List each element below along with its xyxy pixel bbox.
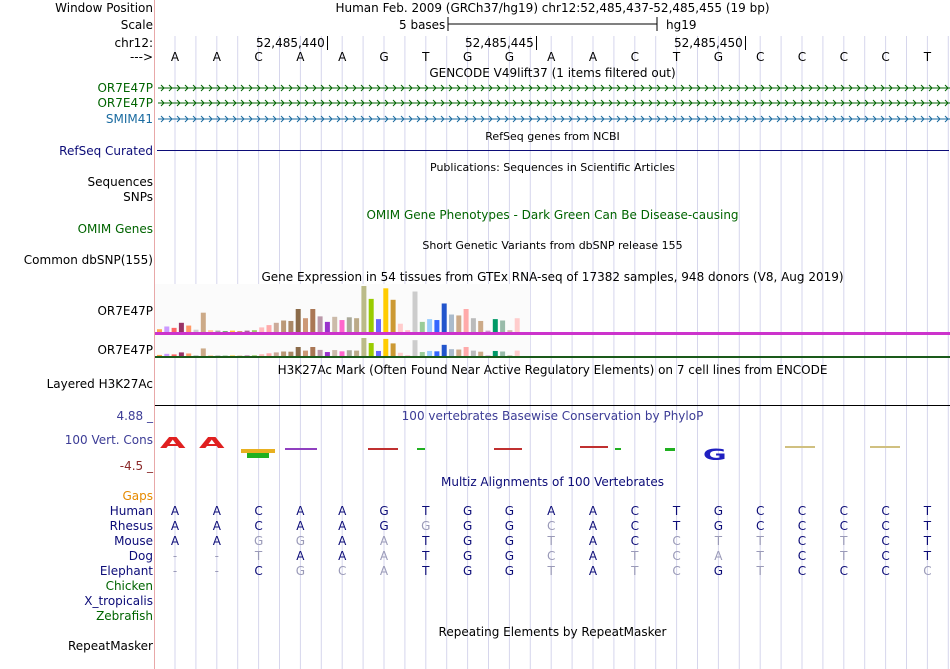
gtex-bar xyxy=(449,315,454,332)
alignment-base: A xyxy=(379,549,389,563)
alignment-base: G xyxy=(253,534,264,548)
alignment-base: C xyxy=(797,534,807,548)
gtex-bar-secondary xyxy=(259,354,264,356)
gtex-bar xyxy=(186,326,191,332)
gtex-bar xyxy=(515,318,520,332)
gtex-bar-secondary xyxy=(186,353,191,356)
gtex-bar-secondary xyxy=(456,350,461,356)
alignment-base: C xyxy=(254,504,263,518)
gtex-bar xyxy=(442,303,447,332)
alignment-base: T xyxy=(923,519,932,533)
alignment-base: C xyxy=(839,519,848,533)
gtex-bar xyxy=(405,330,410,332)
alignment-base: G xyxy=(504,549,515,563)
gtex-bar-secondary xyxy=(507,355,512,356)
alignment-base: A xyxy=(547,504,556,518)
coord-tick-2: 52,485,445 xyxy=(465,36,537,50)
gtex-bar-secondary xyxy=(340,351,345,356)
phylop-logo-g: G xyxy=(703,444,727,465)
alignment-base: A xyxy=(296,519,305,533)
phylop-logo-c-bar-2 xyxy=(580,446,608,448)
coord-tick-3: 52,485,450 xyxy=(674,36,746,50)
alignment-base: G xyxy=(462,519,473,533)
gtex-bar-secondary xyxy=(434,351,439,356)
gtex-bar xyxy=(179,323,184,332)
gtex-bar-secondary xyxy=(383,339,388,356)
gtex-bar-secondary xyxy=(405,355,410,356)
alignment-base: T xyxy=(422,504,430,518)
phylop-conservation-logo[interactable] xyxy=(155,428,950,468)
gtex-bar xyxy=(215,331,220,332)
alignment-base: A xyxy=(588,549,598,563)
gtex-bar-secondary xyxy=(449,349,454,356)
phylop-logo-c-bar-3 xyxy=(785,446,815,448)
alignment-base: A xyxy=(212,534,221,548)
refseq-gene-line[interactable] xyxy=(157,150,949,151)
alignment-base: C xyxy=(797,504,807,518)
gtex-bar-secondary xyxy=(442,345,447,356)
alignment-base: T xyxy=(923,549,932,563)
gtex-bar xyxy=(383,288,388,332)
gtex-bar-secondary xyxy=(420,352,425,356)
base-letter: A xyxy=(547,50,556,64)
gtex-bar-secondary xyxy=(493,351,498,356)
alignment-base: A xyxy=(170,504,180,518)
alignment-base: A xyxy=(212,519,221,533)
gtex-bar xyxy=(237,331,242,332)
gtex-bar xyxy=(157,329,162,332)
gtex-bar xyxy=(267,325,272,332)
alignment-base: C xyxy=(797,549,807,563)
alignment-base: C xyxy=(337,564,347,578)
refseq-track-title: RefSeq genes from NCBI xyxy=(485,130,620,143)
gtex-bar-secondary xyxy=(464,347,469,356)
alignment-base: A xyxy=(338,549,347,563)
alignment-base: C xyxy=(630,504,639,518)
alignment-base: G xyxy=(379,504,389,518)
alignment-base: G xyxy=(713,564,724,578)
alignment-base: C xyxy=(672,549,681,563)
base-letter: A xyxy=(588,50,598,64)
alignment-base: C xyxy=(755,519,765,533)
alignment-base: A xyxy=(212,504,221,518)
alignment-base: C xyxy=(881,549,890,563)
base-letter: C xyxy=(839,50,848,64)
scale-assembly: hg19 xyxy=(666,18,697,32)
phylop-logo-a-bar xyxy=(494,448,522,450)
alignment-base: T xyxy=(840,549,848,563)
alignment-base: A xyxy=(379,534,389,548)
refseq-curated-label[interactable]: RefSeq Curated xyxy=(59,144,153,158)
phylop-logo-t-dot xyxy=(417,448,425,450)
gtex-bar-secondary xyxy=(325,352,330,356)
phylop-track-title: 100 vertebrates Basewise Conservation by PhyloP xyxy=(401,409,704,423)
gtex-bar xyxy=(259,327,264,332)
alignment-base: C xyxy=(254,519,263,533)
base-letter: A xyxy=(170,50,180,64)
gtex-bar xyxy=(194,330,199,332)
gtex-bar-secondary xyxy=(369,343,374,356)
gtex-bar-secondary xyxy=(230,355,235,356)
alignment-base: C xyxy=(546,549,556,563)
alignment-base: T xyxy=(254,549,263,563)
omim-track-title: OMIM Gene Phenotypes - Dark Green Can Be Disease-causing xyxy=(366,208,739,222)
gtex-bar xyxy=(310,309,315,332)
phylop-logo-a-1: A xyxy=(160,434,186,453)
alignment-base: T xyxy=(756,564,764,578)
base-letter: C xyxy=(254,50,263,64)
base-letter: A xyxy=(338,50,347,64)
alignment-base: C xyxy=(923,564,932,578)
base-letter: C xyxy=(630,50,639,64)
gtex-bar-secondary xyxy=(296,347,301,356)
gtex-bar-secondary xyxy=(318,350,323,356)
gtex-bar xyxy=(486,331,491,332)
alignment-base: C xyxy=(672,534,681,548)
gtex-bar-secondary xyxy=(245,355,250,356)
gtex-bar xyxy=(288,321,293,332)
gtex-bar xyxy=(464,309,469,332)
gencode-gene-features[interactable] xyxy=(155,82,950,126)
window-position-label: Window Position xyxy=(55,1,153,15)
gtex-gene-label-2[interactable]: OR7E47P xyxy=(97,343,153,357)
alignment-base: T xyxy=(422,549,430,563)
gtex-bar xyxy=(369,299,374,332)
alignment-base: A xyxy=(170,534,180,548)
alignment-base: C xyxy=(254,564,263,578)
alignment-base: C xyxy=(755,504,765,518)
gtex-bar xyxy=(318,316,323,332)
alignment-base: T xyxy=(923,534,932,548)
gene-label-smim41[interactable]: SMIM41 xyxy=(105,112,153,126)
gtex-track-title: Gene Expression in 54 tissues from GTEx RNA-seq of 17382 samples, 948 donors (V8, Aug 2019) xyxy=(261,270,844,284)
alignment-base: T xyxy=(923,504,932,518)
alignment-base: - xyxy=(214,564,219,578)
phylop-logo-c-mark xyxy=(241,449,275,453)
gtex-bar xyxy=(347,317,352,332)
phylop-logo-t-dot-2 xyxy=(615,448,621,450)
gtex-bar xyxy=(478,321,483,332)
gtex-bar-secondary xyxy=(347,350,352,356)
alignment-base: G xyxy=(462,504,473,518)
species-label[interactable]: Mouse xyxy=(114,534,153,548)
gtex-bar xyxy=(325,322,330,332)
gtex-bar xyxy=(303,318,308,332)
alignment-base: T xyxy=(631,564,639,578)
gtex-bar-secondary xyxy=(486,355,491,356)
phylop-logo-c-bar xyxy=(285,448,317,450)
gtex-bar xyxy=(434,320,439,332)
base-letter: G xyxy=(504,50,515,64)
gtex-bar xyxy=(252,330,257,332)
gtex-bar-secondary xyxy=(413,340,418,356)
gtex-expression-bars[interactable] xyxy=(155,284,950,360)
base-letter: A xyxy=(212,50,221,64)
alignment-base: G xyxy=(504,564,515,578)
scale-label: Scale xyxy=(120,18,153,32)
gtex-baseline-secondary xyxy=(155,356,950,358)
alignment-base: G xyxy=(462,549,473,563)
coord-tick-1: 52,485,440 xyxy=(256,36,328,50)
base-letter: T xyxy=(923,50,932,64)
species-label[interactable]: Rhesus xyxy=(109,519,153,533)
alignment-base: T xyxy=(422,534,430,548)
alignment-base: T xyxy=(840,534,848,548)
publications-snps-label[interactable]: SNPs xyxy=(123,190,153,204)
alignment-base: C xyxy=(630,534,639,548)
alignment-base: A xyxy=(296,549,305,563)
alignment-base: A xyxy=(588,504,598,518)
gtex-bar xyxy=(296,309,301,332)
gtex-bar xyxy=(427,319,432,332)
alignment-base: C xyxy=(839,504,848,518)
gtex-bar-secondary xyxy=(391,343,396,356)
gtex-bar-secondary xyxy=(303,351,308,356)
gtex-bar xyxy=(223,331,228,332)
alignment-base: G xyxy=(421,519,431,533)
alignment-base: T xyxy=(672,519,681,533)
phylop-logo-g-mark xyxy=(247,453,269,458)
gtex-bar xyxy=(164,326,169,332)
gtex-bar-secondary xyxy=(354,351,359,356)
gtex-bar xyxy=(376,319,381,332)
alignment-base: A xyxy=(170,519,180,533)
alignment-base: - xyxy=(214,549,219,563)
gtex-bar-secondary xyxy=(172,354,177,356)
layered-h3k27ac-label[interactable]: Layered H3K27Ac xyxy=(46,377,153,391)
gtex-bar-secondary xyxy=(157,355,162,356)
alignment-base: C xyxy=(546,519,556,533)
gtex-bar xyxy=(230,331,235,332)
alignment-base: T xyxy=(422,564,430,578)
gtex-bar-secondary xyxy=(310,347,315,356)
gtex-gene-label-1[interactable]: OR7E47P xyxy=(97,304,153,318)
gtex-bar-secondary xyxy=(164,354,169,356)
gtex-bar-secondary xyxy=(194,355,199,356)
gtex-bar xyxy=(281,321,286,333)
dbsnp-track-title: Short Genetic Variants from dbSNP release 155 xyxy=(422,239,683,252)
gtex-bar-secondary xyxy=(208,355,213,356)
gtex-bar xyxy=(391,300,396,332)
alignment-base: G xyxy=(504,534,515,548)
omim-genes-label[interactable]: OMIM Genes xyxy=(77,222,153,236)
alignment-base: G xyxy=(504,504,515,518)
species-label[interactable]: X_tropicalis xyxy=(84,594,153,608)
alignment-base: A xyxy=(338,504,347,518)
alignment-base: T xyxy=(547,534,555,548)
chrom-label: chr12: xyxy=(114,36,153,50)
species-label[interactable]: Elephant xyxy=(99,564,153,578)
gtex-bar xyxy=(493,319,498,332)
phylop-logo-c-bar-4 xyxy=(870,446,900,448)
species-label[interactable]: Zebrafish xyxy=(96,609,153,623)
gencode-track-title: GENCODE V49lift37 (1 items filtered out) xyxy=(429,66,676,80)
alignment-base: T xyxy=(631,549,639,563)
alignment-base: G xyxy=(462,534,473,548)
alignment-base: A xyxy=(588,519,598,533)
gtex-bar-secondary xyxy=(478,352,483,356)
alignment-base: A xyxy=(588,564,598,578)
alignment-base: T xyxy=(714,534,723,548)
alignment-base: C xyxy=(881,564,890,578)
alignment-base: C xyxy=(881,504,890,518)
strand-label: ---> xyxy=(129,50,153,64)
multiz-track-title: Multiz Alignments of 100 Vertebrates xyxy=(440,475,665,489)
gtex-bar-secondary xyxy=(398,353,403,356)
base-letter: G xyxy=(379,50,389,64)
alignment-base: G xyxy=(713,504,724,518)
alignment-base: A xyxy=(379,564,389,578)
gtex-bar xyxy=(507,330,512,332)
scale-bar xyxy=(447,17,659,31)
common-dbsnp-label[interactable]: Common dbSNP(155) xyxy=(23,253,153,267)
alignment-base: C xyxy=(797,519,807,533)
gtex-bar-secondary xyxy=(288,352,293,356)
gtex-bar xyxy=(361,286,366,332)
alignment-base: T xyxy=(547,564,555,578)
multiz-gaps-label[interactable]: Gaps xyxy=(122,489,153,503)
gtex-bar-secondary xyxy=(274,352,279,356)
h3k27ac-baseline xyxy=(155,405,950,406)
h3k27ac-track-title: H3K27Ac Mark (Often Found Near Active Regulatory Elements) on 7 cell lines from ENCODE xyxy=(277,363,828,377)
repeatmasker-track-title: Repeating Elements by RepeatMasker xyxy=(438,625,667,639)
gtex-bar-secondary xyxy=(332,350,337,356)
gtex-bar xyxy=(332,317,337,332)
phylop-logo-a-2: A xyxy=(199,434,225,453)
gtex-bar-secondary xyxy=(201,348,206,356)
base-sequence xyxy=(0,50,950,64)
gtex-bar xyxy=(398,324,403,332)
gtex-bar-secondary xyxy=(252,355,257,356)
window-position-value: Human Feb. 2009 (GRCh37/hg19) chr12:52,485,437-52,485,455 (19 bp) xyxy=(335,1,770,15)
alignment-base: G xyxy=(504,519,515,533)
alignment-base: C xyxy=(630,519,639,533)
alignment-base: A xyxy=(338,519,347,533)
base-letter: G xyxy=(462,50,473,64)
species-label[interactable]: Dog xyxy=(128,549,153,563)
gtex-bar-secondary xyxy=(179,352,184,356)
gtex-bar xyxy=(201,313,206,332)
gtex-bar-secondary xyxy=(267,353,272,356)
alignment-base: T xyxy=(756,549,764,563)
gtex-bar-secondary xyxy=(361,338,366,356)
gtex-bar xyxy=(172,328,177,332)
gtex-bar xyxy=(340,320,345,332)
alignment-base: G xyxy=(379,519,389,533)
gene-label-or7e47p-1[interactable]: OR7E47P xyxy=(97,81,153,95)
publications-track-title: Publications: Sequences in Scientific Articles xyxy=(430,161,675,174)
phylop-min-value: -4.5 _ xyxy=(119,459,153,473)
alignment-base: A xyxy=(714,549,723,563)
base-letter: G xyxy=(713,50,724,64)
gtex-bar xyxy=(208,330,213,332)
gtex-bar-secondary xyxy=(471,351,476,356)
gtex-bar-secondary xyxy=(215,355,220,356)
alignment-base: A xyxy=(588,534,598,548)
phylop-logo-g-dot xyxy=(665,448,675,451)
alignment-base: C xyxy=(881,519,890,533)
species-label[interactable]: Chicken xyxy=(105,579,153,593)
alignment-base: C xyxy=(672,564,681,578)
scale-bases: 5 bases xyxy=(399,18,446,32)
gtex-bar-secondary xyxy=(281,352,286,357)
alignment-base: - xyxy=(172,549,178,563)
phylop-track-label[interactable]: 100 Vert. Cons xyxy=(64,433,153,447)
base-letter: T xyxy=(672,50,681,64)
base-letter: T xyxy=(422,50,430,64)
gtex-bar xyxy=(413,292,418,332)
alignment-base: G xyxy=(295,534,306,548)
alignment-base: - xyxy=(172,564,178,578)
phylop-logo-g-bar xyxy=(368,448,398,450)
phylop-max-value: 4.88 _ xyxy=(116,409,153,423)
gtex-bar xyxy=(354,318,359,332)
gtex-bar-secondary xyxy=(427,351,432,356)
publications-sequences-label[interactable]: Sequences xyxy=(87,175,153,189)
gtex-bar xyxy=(245,331,250,332)
gtex-bar xyxy=(274,323,279,332)
alignment-base: G xyxy=(462,564,473,578)
gtex-bar xyxy=(500,321,505,333)
alignment-base: G xyxy=(295,564,306,578)
base-letter: C xyxy=(797,50,807,64)
gtex-bar-secondary xyxy=(376,351,381,356)
alignment-base: C xyxy=(797,564,807,578)
alignment-base: C xyxy=(839,564,848,578)
base-letter: A xyxy=(296,50,305,64)
alignment-base: G xyxy=(713,519,724,533)
gtex-bar xyxy=(420,322,425,332)
species-label[interactable]: Human xyxy=(109,504,153,518)
gtex-bar-secondary xyxy=(500,352,505,357)
gtex-baseline xyxy=(155,332,950,335)
alignment-base: A xyxy=(296,504,305,518)
gene-label-or7e47p-2[interactable]: OR7E47P xyxy=(97,96,153,110)
base-letter: C xyxy=(755,50,765,64)
gtex-bar xyxy=(456,315,461,332)
alignment-base: T xyxy=(756,534,764,548)
gtex-bar xyxy=(471,318,476,332)
gtex-bar-secondary xyxy=(515,351,520,356)
repeatmasker-label[interactable]: RepeatMasker xyxy=(67,639,153,653)
base-letter: C xyxy=(881,50,890,64)
alignment-base: A xyxy=(338,534,347,548)
alignment-base: C xyxy=(881,534,890,548)
alignment-base: T xyxy=(672,504,681,518)
